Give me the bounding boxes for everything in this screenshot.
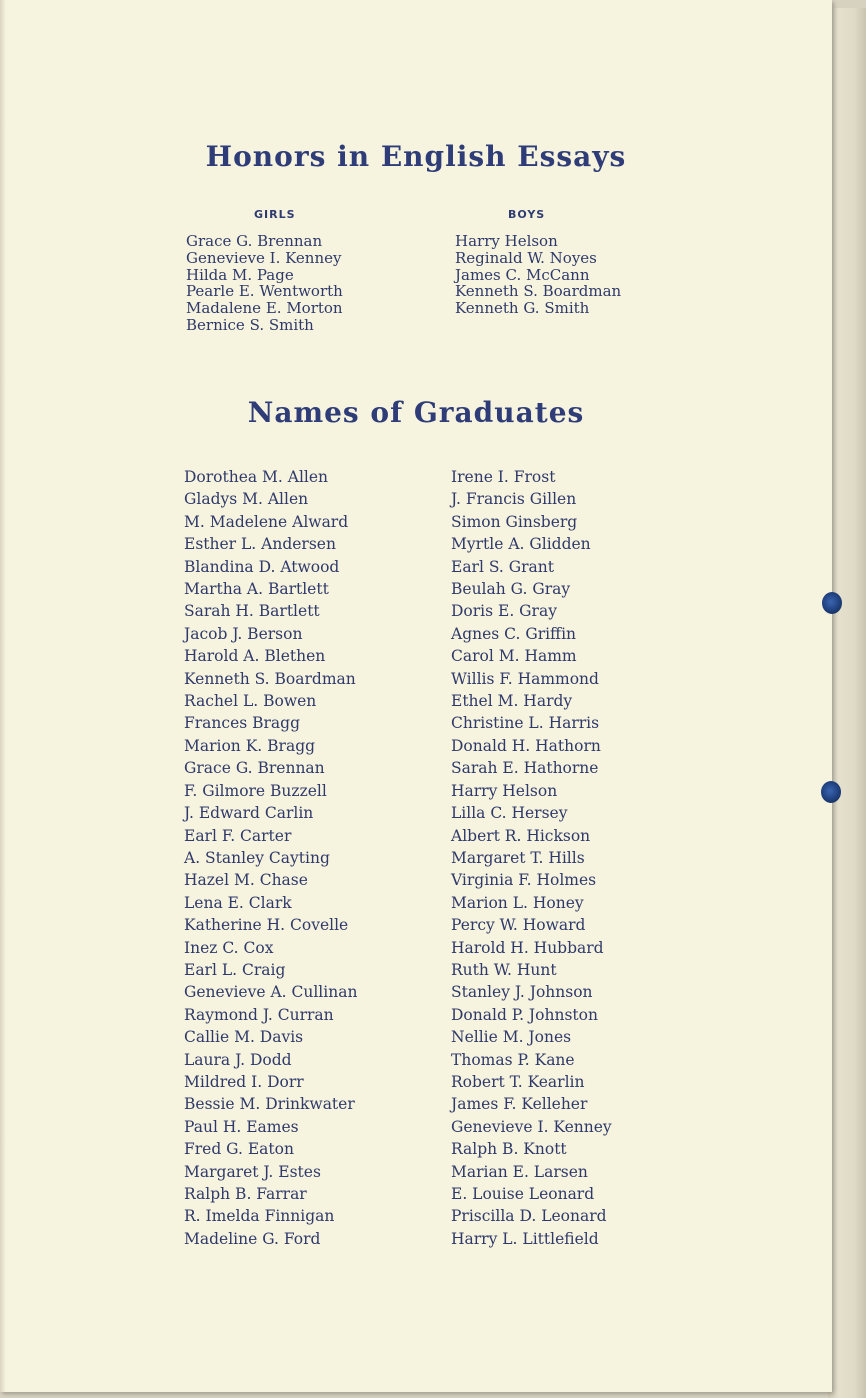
list-item: Madalene E. Morton xyxy=(186,299,343,318)
list-item: Christine L. Harris xyxy=(451,714,600,733)
list-item: Hilda M. Page xyxy=(186,265,294,284)
list-item: Harold H. Hubbard xyxy=(451,938,604,957)
list-item: Hazel M. Chase xyxy=(184,871,308,890)
list-item: Genevieve I. Kenney xyxy=(186,248,342,267)
list-item: Lilla C. Hersey xyxy=(451,804,568,823)
graduates-left-list xyxy=(184,466,357,1250)
list-item: Sarah H. Bartlett xyxy=(184,602,320,621)
list-item: Grace G. Brennan xyxy=(184,759,325,778)
list-item: M. Madelene Alward xyxy=(184,512,349,531)
list-item: Kenneth S. Boardman xyxy=(184,669,356,688)
list-item: Ethel M. Hardy xyxy=(451,692,573,711)
list-item: Thomas P. Kane xyxy=(451,1050,575,1069)
list-item: James F. Kelleher xyxy=(451,1095,588,1114)
list-item: Jacob J. Berson xyxy=(184,624,303,643)
list-item: Gladys M. Allen xyxy=(184,490,309,509)
list-item: Carol M. Hamm xyxy=(451,647,577,666)
honors-boys-list xyxy=(455,233,621,317)
list-item: Genevieve I. Kenney xyxy=(451,1117,612,1136)
list-item: J. Francis Gillen xyxy=(451,490,577,509)
list-item: J. Edward Carlin xyxy=(184,804,314,823)
list-item: James C. McCann xyxy=(455,265,590,284)
list-item: Donald H. Hathorn xyxy=(451,736,601,755)
list-item: Katherine H. Covelle xyxy=(184,916,349,935)
list-item: Pearle E. Wentworth xyxy=(186,282,343,301)
list-item: Ralph B. Knott xyxy=(451,1140,567,1159)
honors-girls-list xyxy=(186,233,343,334)
list-item: Laura J. Dodd xyxy=(184,1050,292,1069)
boys-column-label: BOYS xyxy=(508,208,546,221)
list-item: Harry Helson xyxy=(455,232,558,250)
list-item: Blandina D. Atwood xyxy=(184,557,340,576)
list-item: Callie M. Davis xyxy=(184,1028,304,1047)
list-item: F. Gilmore Buzzell xyxy=(184,781,327,800)
list-item: Percy W. Howard xyxy=(451,916,586,935)
list-item: Earl S. Grant xyxy=(451,557,555,576)
list-item: Beulah G. Gray xyxy=(451,580,571,599)
list-item: Esther L. Andersen xyxy=(184,535,336,554)
list-item: Genevieve A. Cullinan xyxy=(184,983,358,1002)
binding-hole-icon xyxy=(821,781,841,803)
list-item: Donald P. Johnston xyxy=(451,1005,598,1024)
list-item: Myrtle A. Glidden xyxy=(451,535,591,554)
list-item: Virginia F. Holmes xyxy=(451,871,597,890)
list-item: Marion K. Bragg xyxy=(184,736,316,755)
list-item: Kenneth S. Boardman xyxy=(455,282,622,301)
list-item: Irene I. Frost xyxy=(451,468,556,486)
list-item: A. Stanley Cayting xyxy=(184,848,330,867)
list-item: Raymond J. Curran xyxy=(184,1005,334,1024)
girls-column-label: GIRLS xyxy=(254,208,296,221)
list-item: Inez C. Cox xyxy=(184,938,274,957)
list-item: Ruth W. Hunt xyxy=(451,960,557,979)
back-sheet-edge xyxy=(828,8,866,1398)
list-item: Marion L. Honey xyxy=(451,893,584,912)
list-item: Harold A. Blethen xyxy=(184,647,326,666)
list-item: Doris E. Gray xyxy=(451,602,557,621)
list-item: Harry Helson xyxy=(451,781,558,800)
list-item: Bessie M. Drinkwater xyxy=(184,1095,355,1114)
list-item: Margaret T. Hills xyxy=(451,848,585,867)
list-item: Earl L. Craig xyxy=(184,960,286,979)
list-item: Bernice S. Smith xyxy=(186,315,314,334)
list-item: Lena E. Clark xyxy=(184,893,292,912)
list-item: Harry L. Littlefield xyxy=(451,1229,599,1248)
list-item: R. Imelda Finnigan xyxy=(184,1207,335,1226)
graduates-right-list xyxy=(451,466,612,1250)
list-item: Paul H. Eames xyxy=(184,1117,299,1136)
list-item: Fred G. Eaton xyxy=(184,1140,294,1159)
list-item: Reginald W. Noyes xyxy=(455,248,597,267)
list-item: Nellie M. Jones xyxy=(451,1028,572,1047)
page-left-shadow xyxy=(0,0,6,1392)
list-item: Frances Bragg xyxy=(184,714,301,733)
list-item: Stanley J. Johnson xyxy=(451,983,593,1002)
list-item: Martha A. Bartlett xyxy=(184,580,329,599)
list-item: Earl F. Carter xyxy=(184,826,292,845)
list-item: Willis F. Hammond xyxy=(451,669,599,688)
list-item: Sarah E. Hathorne xyxy=(451,759,599,778)
list-item: Mildred I. Dorr xyxy=(184,1072,304,1091)
list-item: Dorothea M. Allen xyxy=(184,468,329,486)
list-item: Marian E. Larsen xyxy=(451,1162,588,1181)
list-item: Rachel L. Bowen xyxy=(184,692,317,711)
list-item: Albert R. Hickson xyxy=(451,826,591,845)
list-item: Margaret J. Estes xyxy=(184,1162,321,1181)
honors-heading: Honors in English Essays xyxy=(205,140,627,173)
list-item: Ralph B. Farrar xyxy=(184,1185,307,1203)
list-item: Simon Ginsberg xyxy=(451,512,578,531)
graduates-heading: Names of Graduates xyxy=(247,396,585,429)
list-item: Kenneth G. Smith xyxy=(455,299,590,318)
list-item: Madeline G. Ford xyxy=(184,1229,321,1248)
list-item: Grace G. Brennan xyxy=(186,232,323,250)
binding-hole-icon xyxy=(822,592,842,614)
list-item: Priscilla D. Leonard xyxy=(451,1207,607,1226)
list-item: E. Louise Leonard xyxy=(451,1185,595,1203)
list-item: Robert T. Kearlin xyxy=(451,1072,585,1091)
list-item: Agnes C. Griffin xyxy=(451,624,577,643)
